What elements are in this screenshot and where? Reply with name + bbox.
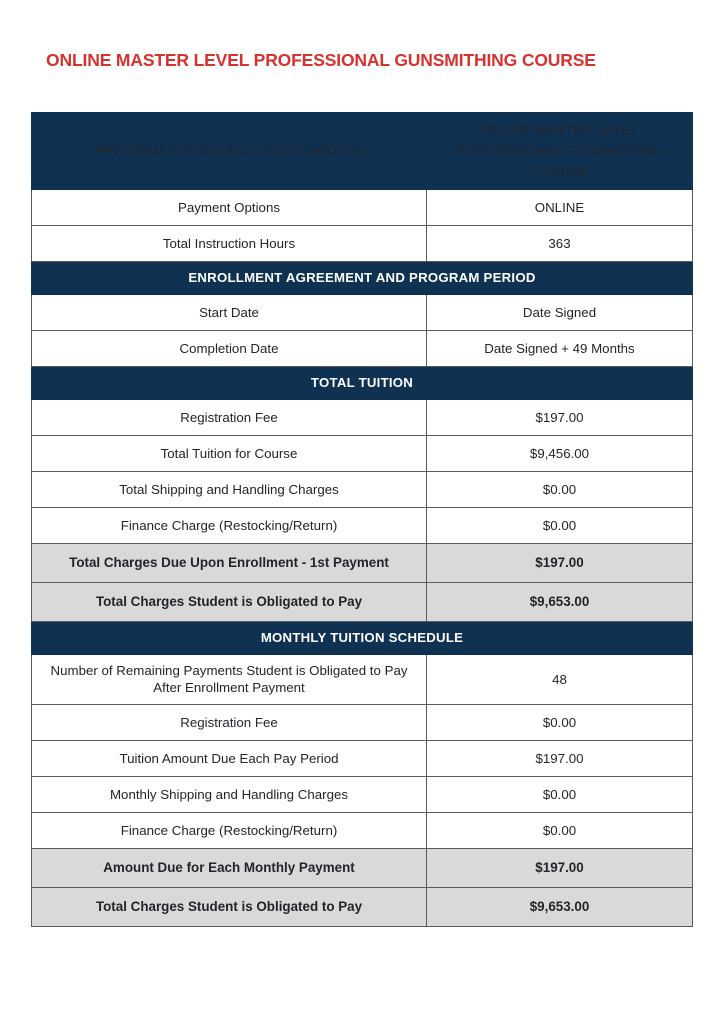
row-label: Amount Due for Each Monthly Payment <box>32 848 427 887</box>
section-header-enrollment <box>32 261 693 294</box>
row-label: Monthly Shipping and Handling Charges <box>32 776 427 812</box>
row-value: ONLINE <box>427 189 693 225</box>
row-label: Number of Remaining Payments Student is Obligated to Pay After Enrollment Payment <box>32 654 427 704</box>
row-label: Total Shipping and Handling Charges <box>32 471 427 507</box>
row-value: $0.00 <box>427 776 693 812</box>
row-value: 48 <box>427 654 693 704</box>
row-value: $9,653.00 <box>427 887 693 926</box>
row-label: Total Instruction Hours <box>32 225 427 261</box>
row-value: $197.00 <box>427 740 693 776</box>
row-label: Payment Options <box>32 189 427 225</box>
row-value: $0.00 <box>427 507 693 543</box>
row-value: $9,653.00 <box>427 582 693 621</box>
section-header-monthly-schedule <box>32 621 693 654</box>
row-label: Total Charges Student is Obligated to Pay <box>32 887 427 926</box>
row-label: Registration Fee <box>32 399 427 435</box>
row-label: Completion Date <box>32 330 427 366</box>
page-title: ONLINE MASTER LEVEL PROFESSIONAL GUNSMITHING COURSE <box>46 50 596 70</box>
total-row-obligated-to-pay <box>32 582 693 621</box>
table-row <box>32 704 693 740</box>
row-label: Finance Charge (Restocking/Return) <box>32 507 427 543</box>
table-row <box>32 812 693 848</box>
row-label: Tuition Amount Due Each Pay Period <box>32 740 427 776</box>
table-row <box>32 189 693 225</box>
table-row <box>32 471 693 507</box>
row-value: $0.00 <box>427 812 693 848</box>
tuition-fee-schedule-table <box>31 112 693 927</box>
row-value: $0.00 <box>427 704 693 740</box>
row-label: Total Charges Student is Obligated to Pay <box>32 582 427 621</box>
total-row-monthly-obligated-to-pay <box>32 887 693 926</box>
row-value: $197.00 <box>427 543 693 582</box>
section-band-label: TOTAL TUITION <box>32 366 693 399</box>
row-label: Registration Fee <box>32 704 427 740</box>
total-row-enrollment-first-payment <box>32 543 693 582</box>
table-row <box>32 507 693 543</box>
row-label: Start Date <box>32 294 427 330</box>
row-value: 363 <box>427 225 693 261</box>
row-value: Date Signed + 49 Months <box>427 330 693 366</box>
table-row <box>32 399 693 435</box>
row-value: $9,456.00 <box>427 435 693 471</box>
table-row <box>32 225 693 261</box>
table-row <box>32 330 693 366</box>
table-row <box>32 294 693 330</box>
table-header-row <box>32 113 693 190</box>
row-value: $197.00 <box>427 399 693 435</box>
row-value: Date Signed <box>427 294 693 330</box>
row-label: Total Tuition for Course <box>32 435 427 471</box>
total-row-monthly-payment <box>32 848 693 887</box>
section-header-total-tuition <box>32 366 693 399</box>
section-band-label: ENROLLMENT AGREEMENT AND PROGRAM PERIOD <box>32 261 693 294</box>
table-row <box>32 740 693 776</box>
table-row <box>32 435 693 471</box>
row-value: $197.00 <box>427 848 693 887</box>
row-label: Total Charges Due Upon Enrollment - 1st Payment <box>32 543 427 582</box>
section-band-label: MONTHLY TUITION SCHEDULE <box>32 621 693 654</box>
table-row <box>32 654 693 704</box>
row-value: $0.00 <box>427 471 693 507</box>
header-value-column: ONLINE MASTER LEVEL PROFESSIONAL GUNSMITHING COURSE <box>427 113 693 190</box>
header-label-column: PROGRAM TUITION AND FEE SCHEDULE <box>32 113 427 190</box>
table-row <box>32 776 693 812</box>
row-label: Finance Charge (Restocking/Return) <box>32 812 427 848</box>
